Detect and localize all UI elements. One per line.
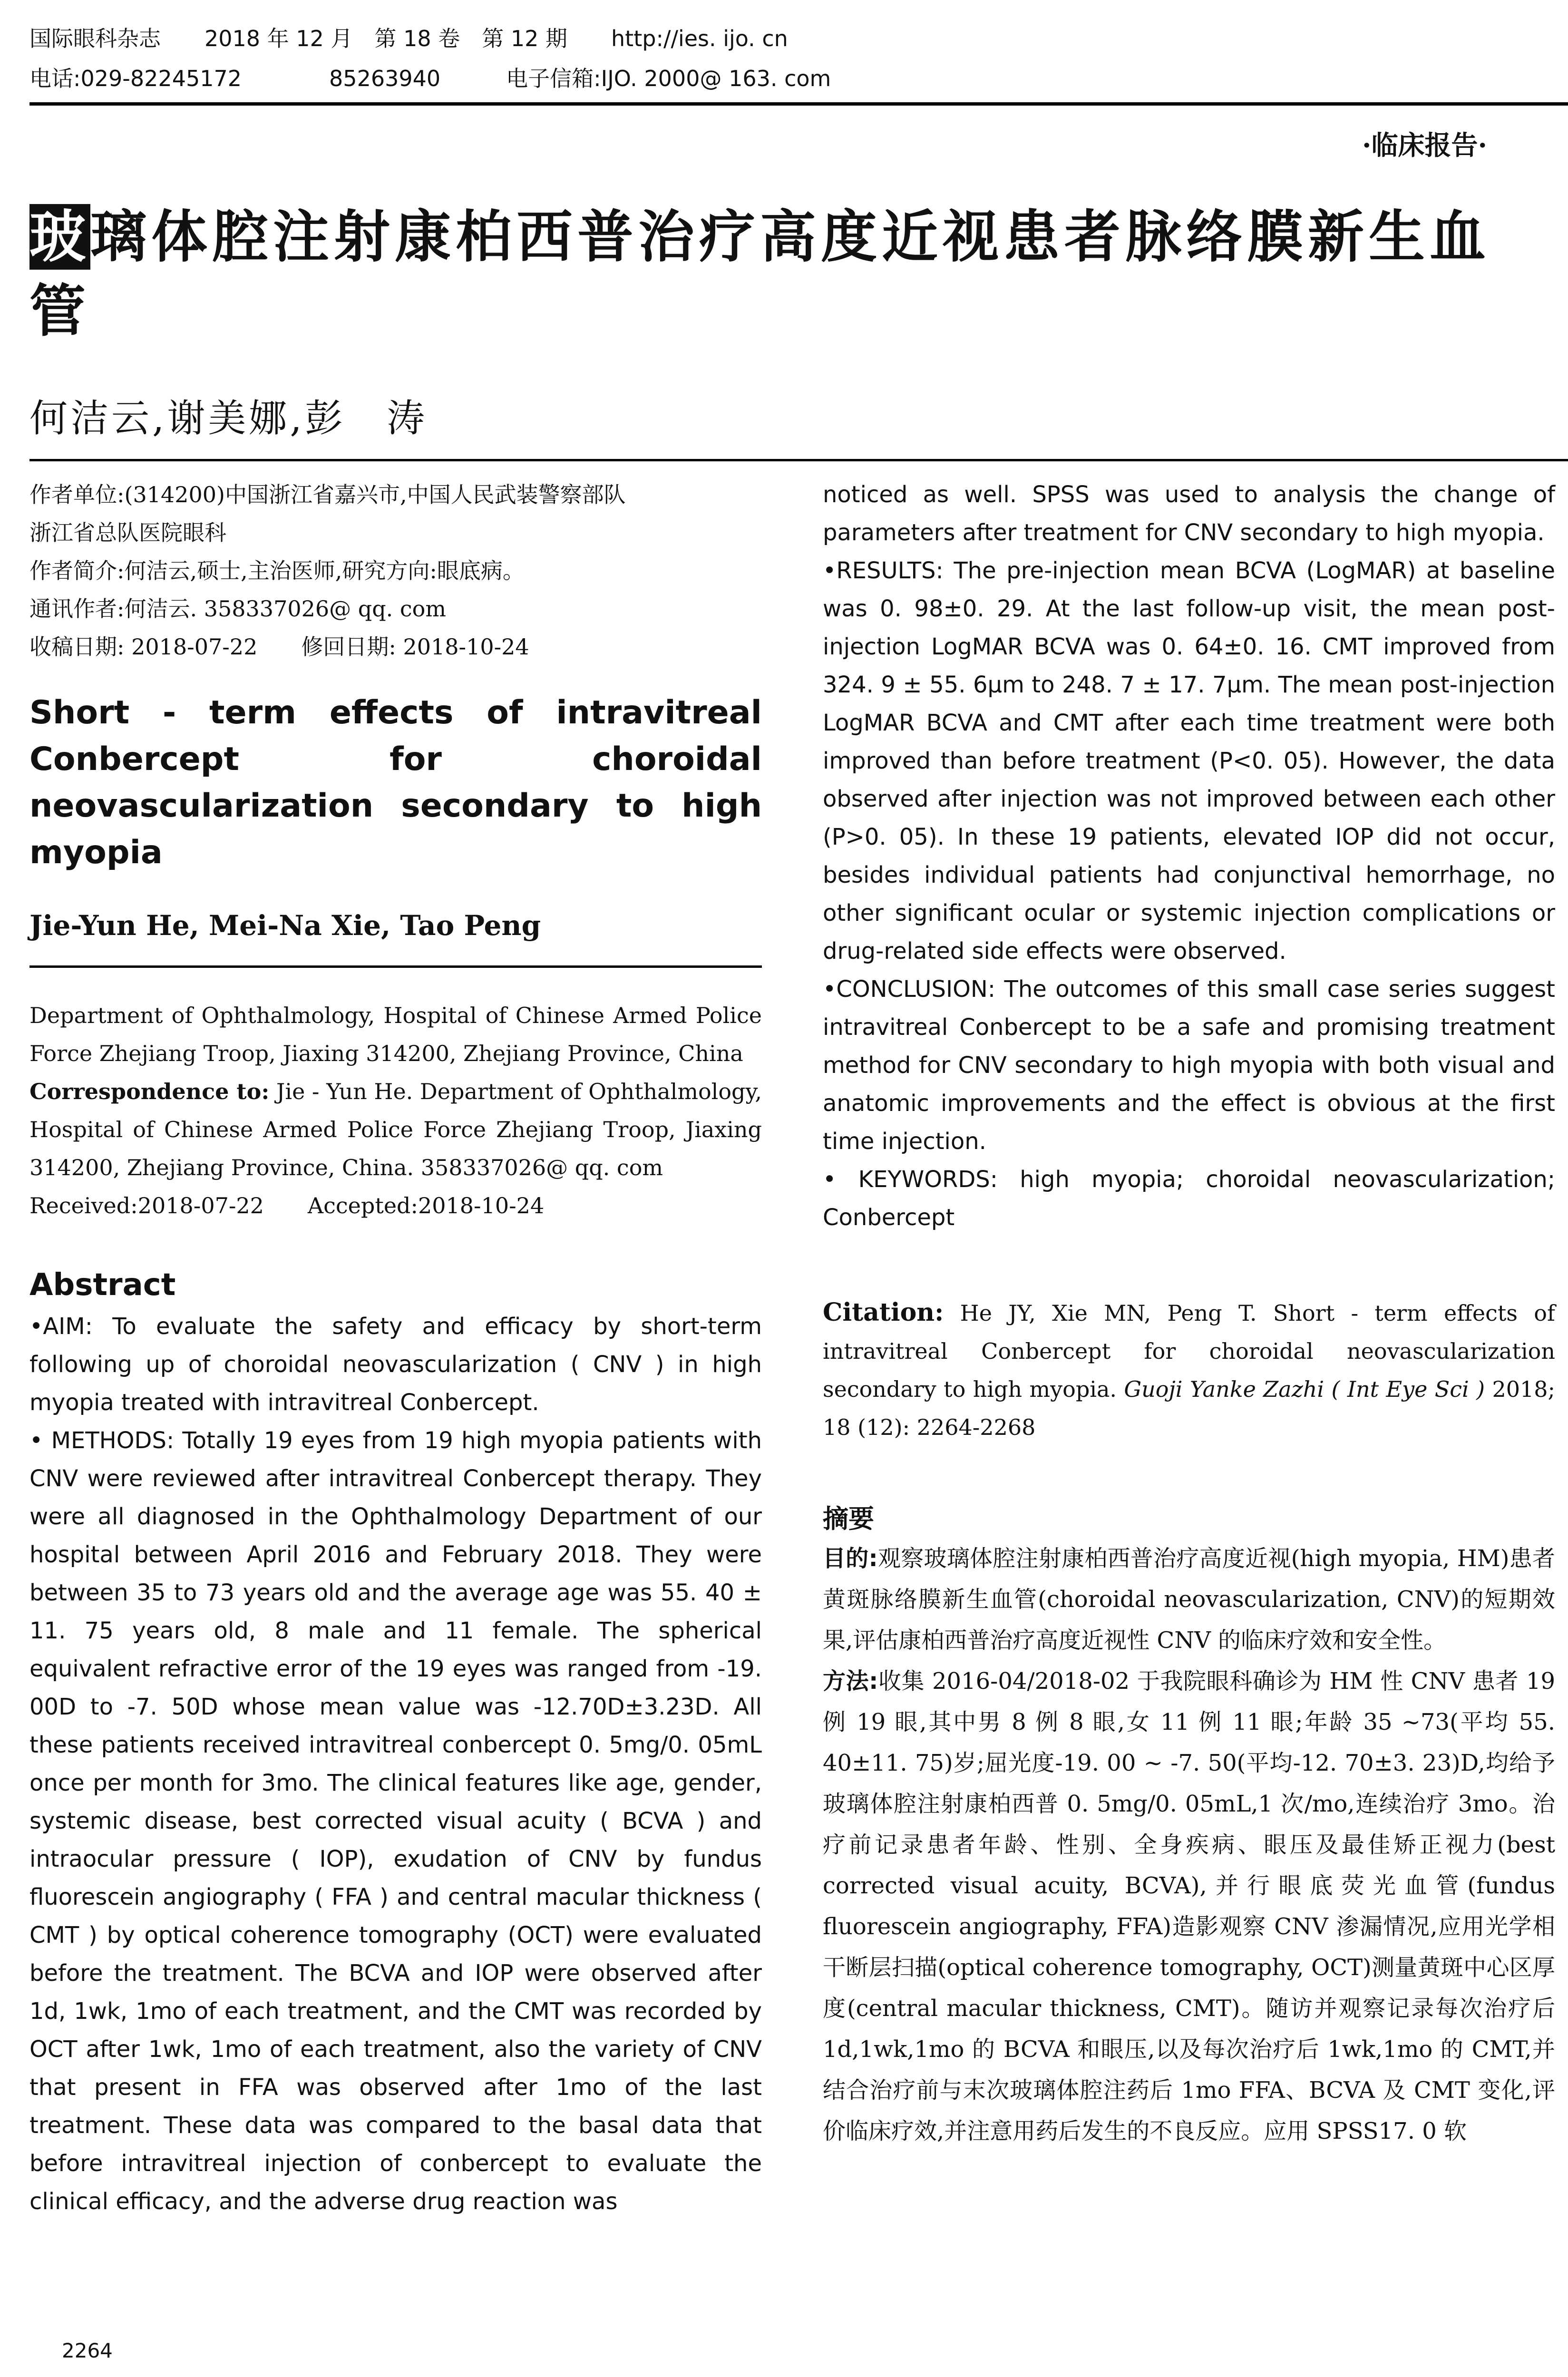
department: Department of Ophthalmology, Hospital of Chinese Armed Police Force Zhejiang Troop, Jiaxing 314200, Zhejiang Province, China: [29, 1003, 762, 1066]
issue-date: 2018 年 12 月: [205, 26, 353, 51]
meta-bio: 作者简介:何洁云,硕士,主治医师,研究方向:眼底病。: [29, 558, 525, 584]
abstract-body-left: [29, 1307, 762, 2221]
author-rule: [29, 965, 762, 968]
journal-name: 国际眼科杂志: [29, 26, 161, 51]
citation-text1: He JY, Xie MN, Peng T. Short - term effects of intravitreal Conbercept for choroidal neovascularization secondary to high myopia.: [823, 1300, 1555, 1402]
abstract-aim: •AIM: To evaluate the safety and efficacy by short-term following up of choroidal neovascularization ( CNV ) in high myopia treated with intravitreal Conbercept.: [29, 1313, 762, 1416]
right-column: [823, 476, 1555, 2152]
correspondence-text: Jie - Yun He. Department of Ophthalmology, Hospital of Chinese Armed Police Force Zhejiang Troop, Jiaxing 314200, Zhejiang Province, China. 358337026@ qq. com: [29, 1079, 762, 1180]
abstract-heading: Abstract: [29, 1267, 176, 1303]
chinese-abstract-heading: 摘要: [823, 1504, 874, 1534]
cn-aim-text: 观察玻璃体腔注射康柏西普治疗高度近视(high myopia, HM)患者黄斑脉络膜新生血管(choroidal neovascularization, CNV)的短期效果,评估康柏西普治疗高度近视性 CNV 的临床疗效和安全性。: [823, 1545, 1555, 1654]
chinese-meta: [29, 476, 762, 666]
citation: [823, 1294, 1555, 1446]
cn-methods-label: 方法:: [823, 1668, 878, 1695]
received-accepted: Received:2018-07-22 Accepted:2018-10-24: [29, 1193, 545, 1218]
journal-header-line2: [29, 68, 831, 89]
chinese-abstract-body: [823, 1538, 1555, 2152]
journal-header-line1: [29, 28, 788, 49]
page-number: 2264: [62, 2339, 113, 2362]
abstract-keywords: • KEYWORDS: high myopia; choroidal neovascularization; Conbercept: [823, 1166, 1555, 1231]
cn-methods: [823, 1661, 1555, 2152]
abstract-methods: • METHODS: Totally 19 eyes from 19 high myopia patients with CNV were reviewed after intravitreal Conbercept therapy. They were all diagnosed in the Ophthalmology Department of our hospital between April 2016 and February 2018. They were between 35 to 73 years old and the average age was 55. 40 ± 11. 75 years old, 8 male and 11 female. The spherical equivalent refractive error of the 19 eyes was ranged from -19. 00D to -7. 50D whose mean value was -12.70D±3.23D. All these patients received intravitreal conbercept 0. 5mg/0. 05mL once per month for 3mo. The clinical features like age, gender, systemic disease, best corrected visual acuity ( BCVA ) and intraocular pressure ( IOP), exudation of CNV by fundus fluorescein angiography ( FFA ) and central macular thickness ( CMT ) by optical coherence tomography (OCT) were evaluated before the treatment. The BCVA and IOP were observed after 1d, 1wk, 1mo of each treatment, and the CMT was recorded by OCT after 1wk, 1mo of each treatment, also the variety of CNV that present in FFA was observed after 1mo of the last treatment. These data was compared to the basal data that before intravitreal injection of conbercept to evaluate the clinical efficacy, and the adverse drug reaction was: [29, 1427, 762, 2215]
cn-methods-text: 收集 2016-04/2018-02 于我院眼科确诊为 HM 性 CNV 患者 19 例 19 眼,其中男 8 例 8 眼,女 11 例 11 眼;年龄 35 ~73(平均 55. 40±11. 75)岁;屈光度-19. 00 ~ -7. 50(平均-12. 70±3. 23)D,均给予玻璃体腔注射康柏西普 0. 5mg/0. 05mL,1 次/mo,连续治疗 3mo。治疗前记录患者年龄、性别、全身疾病、眼压及最佳矫正视力(best corrected visual acuity, BCVA),并行眼底荧光血管(fundus fluorescein angiography, FFA)造影观察 CNV 渗漏情况,应用光学相干断层扫描(optical coherence tomography, OCT)测量黄斑中心区厚度(central macular thickness, CMT)。随访并观察记录每次治疗后 1d,1wk,1mo 的 BCVA 和眼压,以及每次治疗后 1wk,1mo 的 CMT,并结合治疗前与末次玻璃体腔注药后 1mo FFA、BCVA 及 CMT 变化,评价临床疗效,并注意用药后发生的不良反应。应用 SPSS17. 0 软: [823, 1668, 1555, 2144]
meta-affiliation-cont: 浙江省总队医院眼科: [29, 520, 226, 546]
citation-text2: 2018; 18 (12): 2264-2268: [823, 1376, 1556, 1440]
title-rest: 璃体腔注射康柏西普治疗高度近视患者脉络膜新生血管: [29, 204, 1491, 344]
journal-url[interactable]: http://ies. ijo. cn: [611, 26, 788, 51]
title-rule: [29, 459, 1568, 461]
meta-correspondence: 通讯作者:何洁云. 358337026@ qq. com: [29, 596, 446, 622]
left-column: [29, 476, 762, 2221]
citation-journal: Guoji Yanke Zazhi ( Int Eye Sci ): [1124, 1376, 1485, 1402]
abstract-body-right: [823, 476, 1555, 1237]
abstract-methods-cont: noticed as well. SPSS was used to analysis the change of parameters after treatment for CNV secondary to high myopia.: [823, 481, 1555, 546]
volume: 第 18 卷: [374, 26, 460, 51]
phone: 电话:029-82245172: [29, 66, 242, 91]
header-rule: [29, 102, 1568, 106]
cn-aim: [823, 1538, 1555, 1661]
meta-affiliation: 作者单位:(314200)中国浙江省嘉兴市,中国人民武装警察部队: [29, 482, 626, 507]
abstract-conclusion: •CONCLUSION: The outcomes of this small case series suggest intravitreal Conbercept to be a safe and promising treatment method for CNV secondary to high myopia with both visual and anatomic improvements and the effect is obvious at the first time injection.: [823, 976, 1555, 1155]
issue: 第 12 期: [482, 26, 568, 51]
title-first-char: 玻: [29, 204, 91, 270]
english-title: Short - term effects of intravitreal Conbercept for choroidal neovascularization secondary to high myopia: [29, 694, 762, 871]
abstract-results: •RESULTS: The pre-injection mean BCVA (LogMAR) at baseline was 0. 98±0. 29. At the last follow-up visit, the mean post-injection LogMAR BCVA was 0. 64±0. 16. CMT improved from 324. 9 ± 55. 6μm to 248. 7 ± 17. 7μm. The mean post-injection LogMAR BCVA and CMT after each time treatment were both improved than before treatment (P<0. 05). However, the data observed after injection was not improved between each other (P>0. 05). In these 19 patients, elevated IOP did not occur, besides individual patients had conjunctival hemorrhage, no other significant ocular or systemic injection complications or drug-related side effects were observed.: [823, 557, 1555, 964]
correspondence-label: Correspondence to:: [29, 1079, 270, 1104]
chinese-authors: 何洁云,谢美娜,彭 涛: [29, 396, 428, 440]
correspondence: [29, 1072, 762, 1187]
citation-label: Citation:: [823, 1298, 944, 1327]
email[interactable]: 电子信箱:IJO. 2000@ 163. com: [506, 66, 831, 91]
chinese-title: [29, 200, 1542, 348]
english-authors: Jie-Yun He, Mei-Na Xie, Tao Peng: [29, 909, 541, 942]
cn-aim-label: 目的:: [823, 1545, 878, 1572]
phone2: 85263940: [329, 66, 441, 91]
section-label: ·临床报告·: [1362, 130, 1487, 161]
meta-dates: 收稿日期: 2018-07-22 修回日期: 2018-10-24: [29, 634, 529, 660]
english-affiliation: [29, 996, 762, 1225]
